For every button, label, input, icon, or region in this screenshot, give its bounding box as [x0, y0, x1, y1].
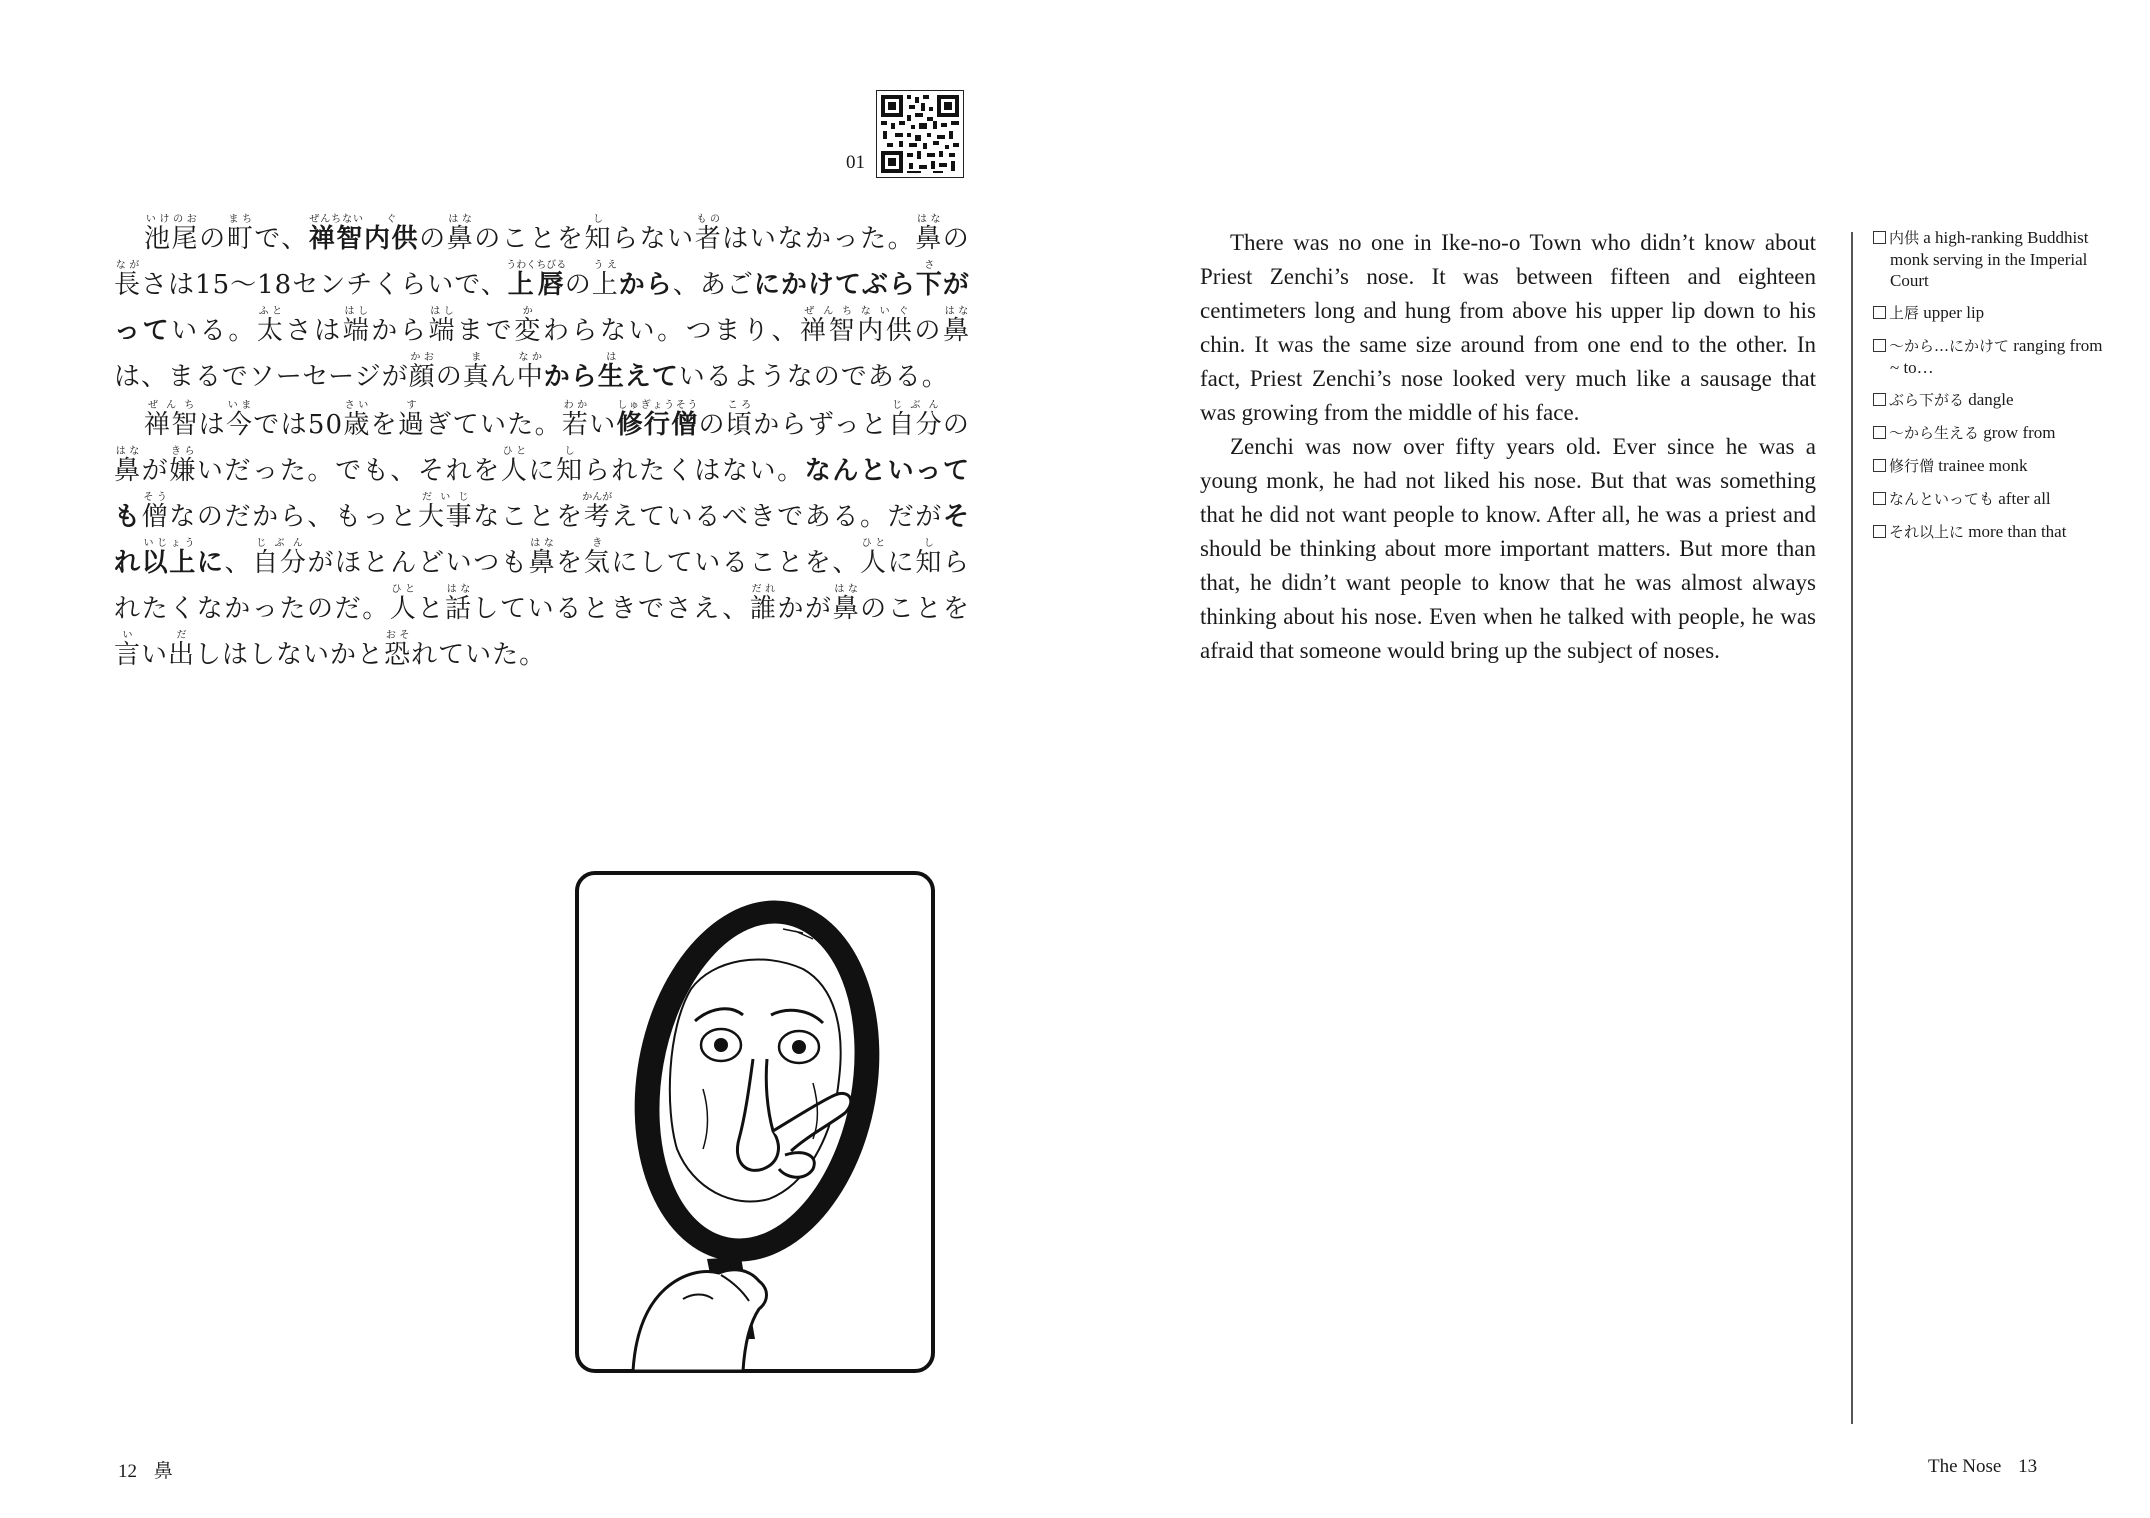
jp-text: のことを: [860, 594, 970, 624]
jp-ruby-word: 気き: [583, 538, 612, 578]
checkbox-icon: [1873, 492, 1886, 505]
jp-text: なのだから、もっと: [169, 502, 418, 532]
jp-ruby-word: 端はし: [342, 306, 372, 346]
glossary-definition: ranging from ~ to…: [1890, 336, 2103, 377]
english-paragraph-2: Zenchi was now over fifty years old. Ever since he was a young monk, he had not liked his nose. But that was something that he did not want people to know. After all, he was a priest and should be thinking about more important matters. But more than that, he didn’t want people to know that he was almost always thinking about his nose. Even when he talked with people, he was afraid that someone would bring up the subject of noses.: [1200, 434, 1816, 663]
jp-ruby-word: 長なが: [114, 260, 142, 300]
jp-text: がって: [114, 270, 970, 346]
jp-ruby-word: 人ひと: [500, 446, 529, 486]
jp-text: いるようなのである。: [678, 362, 949, 392]
jp-ruby-word: 鼻はな: [915, 214, 943, 254]
jp-text: では50: [253, 410, 344, 440]
jp-text: が: [141, 456, 170, 486]
jp-text: の: [914, 316, 943, 346]
glossary-term: 〜から…にかけて: [1889, 337, 2010, 355]
jp-text: えて: [624, 362, 679, 392]
jp-ruby-word: 上うえ: [591, 260, 619, 300]
jp-ruby-word: 嫌きら: [169, 446, 197, 486]
jp-text: まで: [457, 316, 515, 346]
glossary-definition: a high-ranking Buddhist monk serving in the Imperial Court: [1890, 228, 2089, 290]
glossary-item: [1873, 335, 2113, 378]
qr-code[interactable]: [876, 90, 964, 178]
jp-text: にかけてぶら: [753, 270, 916, 300]
jp-text: の: [564, 270, 592, 300]
jp-text: を: [370, 410, 398, 440]
glossary-term: それ以上に: [1889, 523, 1965, 541]
jp-text: の: [435, 362, 463, 392]
jp-ruby-word: 鼻はな: [942, 306, 970, 346]
jp-text: ぎていた。: [425, 410, 562, 440]
jp-text: の: [942, 410, 970, 440]
glossary-term: 内供: [1889, 229, 1920, 247]
jp-ruby-word: 人ひと: [389, 584, 418, 624]
jp-ruby-word: 下さ: [915, 260, 943, 300]
jp-ruby-word: 修行僧しゅぎょうそう: [616, 400, 699, 440]
glossary-definition: dangle: [1964, 390, 2014, 409]
english-paragraph-1: There was no one in Ike-no-o Town who didn’t know about Priest Zenchi’s nose. It was between fifteen and eighteen centimeters long and hung from above his upper lip down to his chin. It was the same size around from one end to the other. In fact, Priest Zenchi’s nose looked very much like a sausage that was growing from the middle of his face.: [1200, 230, 1816, 425]
jp-ruby-word: 鼻はな: [446, 214, 475, 254]
jp-text: らない: [612, 224, 695, 254]
jp-ruby-word: 禅智内供ぜんちないぐ: [800, 306, 915, 346]
jp-ruby-word: 生は: [597, 352, 625, 392]
jp-ruby-word: 僧そう: [141, 492, 170, 532]
footer-left: [118, 1456, 185, 1483]
jp-ruby-word: 若わか: [561, 400, 590, 440]
jp-ruby-word: 禅智ぜんち: [144, 400, 199, 440]
jp-ruby-word: 自分じぶん: [252, 538, 308, 578]
chapter-title-en: The Nose: [1928, 1456, 2002, 1477]
jp-ruby-word: 真ま: [462, 352, 490, 392]
jp-text: を: [556, 548, 584, 578]
jp-text: のことを: [474, 224, 585, 254]
jp-ruby-word: 上唇うわくちびる: [506, 260, 567, 300]
jp-ruby-word: 鼻はな: [528, 538, 557, 578]
jp-ruby-word: 知し: [556, 446, 584, 486]
jp-text: に: [887, 548, 916, 578]
jp-text: に: [528, 456, 557, 486]
glossary-definition: trainee monk: [1934, 456, 2028, 475]
jp-text: の: [419, 224, 447, 254]
glossary-term: 〜から生える: [1889, 424, 1980, 442]
glossary-item: [1873, 521, 2113, 543]
glossary-term: 修行僧: [1889, 457, 1935, 475]
footer-right: [1928, 1456, 2049, 1478]
jp-ruby-word: 恐おそ: [384, 630, 412, 670]
page-number-left: 12: [118, 1461, 137, 1482]
jp-text: から: [618, 270, 673, 300]
jp-ruby-word: 大事だいじ: [417, 492, 474, 532]
jp-text: なことを: [473, 502, 584, 532]
jp-ruby-word: 顔かお: [408, 352, 436, 392]
jp-ruby-word: 出だ: [168, 630, 196, 670]
jp-text: られたくはない。: [583, 456, 805, 486]
jp-ruby-word: 者もの: [694, 214, 723, 254]
jp-ruby-word: 歳さい: [343, 400, 371, 440]
jp-ruby-word: 池尾いけのお: [144, 214, 200, 254]
jp-text: の: [942, 224, 970, 254]
glossary-item: [1873, 227, 2113, 291]
glossary-definition: grow from: [1979, 423, 2056, 442]
jp-text: から: [371, 316, 429, 346]
jp-ruby-word: 禅智ぜんちない: [308, 214, 364, 254]
checkbox-icon: [1873, 426, 1886, 439]
glossary-definition: upper lip: [1919, 303, 1985, 322]
jp-text: さは: [285, 316, 343, 346]
jp-ruby-word: 町まち: [226, 214, 255, 254]
japanese-paragraph-2: [114, 400, 970, 678]
jp-text: られたくなかったのだ。: [114, 548, 970, 624]
jp-ruby-word: 頃ころ: [725, 400, 754, 440]
vertical-divider: [1851, 232, 1853, 1424]
jp-ruby-word: 内供ぐ: [363, 214, 420, 254]
jp-ruby-word: 以上いじょう: [141, 538, 197, 578]
japanese-text: [114, 214, 970, 678]
glossary-definition: more than that: [1964, 522, 2067, 541]
glossary-item: [1873, 455, 2113, 477]
checkbox-icon: [1873, 459, 1886, 472]
jp-ruby-word: 考かんが: [582, 492, 613, 532]
jp-text: それ: [114, 502, 970, 578]
jp-ruby-word: 過す: [398, 400, 426, 440]
chapter-title-jp: 鼻: [153, 1461, 173, 1482]
jp-ruby-word: 自分じぶん: [888, 400, 943, 440]
jp-text: がほとんどいつも: [307, 548, 529, 578]
jp-text: しているときでさえ、: [472, 594, 750, 624]
jp-ruby-word: 知し: [915, 538, 943, 578]
jp-text: からずっと: [753, 410, 889, 440]
jp-text: いだった。でも、それを: [196, 456, 501, 486]
checkbox-icon: [1873, 393, 1886, 406]
glossary-item: [1873, 488, 2113, 510]
jp-ruby-word: 人ひと: [860, 538, 888, 578]
jp-text: れていた。: [411, 640, 547, 670]
glossary: [1873, 227, 2113, 554]
jp-ruby-word: 鼻はな: [832, 584, 861, 624]
jp-text: から: [543, 362, 598, 392]
jp-text: かが: [777, 594, 833, 624]
jp-ruby-word: 端はし: [428, 306, 458, 346]
glossary-term: ぶら下がる: [1889, 391, 1965, 409]
jp-text: なんといっても: [114, 456, 970, 532]
jp-text: 、: [224, 548, 253, 578]
jp-text: えているべきである。だが: [610, 502, 943, 532]
checkbox-icon: [1873, 231, 1886, 244]
jp-text: いる。: [171, 316, 257, 346]
jp-text: で、: [254, 224, 309, 254]
jp-text: と: [417, 594, 445, 624]
glossary-item: [1873, 422, 2113, 444]
jp-text: しはしないかと: [195, 640, 385, 670]
jp-text: は、まるでソーセージが: [114, 362, 409, 392]
glossary-item: [1873, 302, 2113, 324]
mirror-illustration: [573, 869, 937, 1375]
checkbox-icon: [1873, 525, 1886, 538]
jp-text: い: [589, 410, 617, 440]
checkbox-icon: [1873, 339, 1886, 352]
jp-text: はいなかった。: [722, 224, 916, 254]
jp-text: い: [141, 640, 169, 670]
jp-ruby-word: 中なか: [516, 352, 544, 392]
jp-ruby-word: 鼻はな: [114, 446, 142, 486]
glossary-item: [1873, 389, 2113, 411]
english-text: [1200, 226, 1816, 668]
glossary-term: 上唇: [1889, 304, 1920, 322]
jp-text: さは15〜18センチくらいで、: [141, 270, 508, 300]
jp-text: わらない。つまり、: [542, 316, 801, 346]
jp-ruby-word: 誰だれ: [749, 584, 778, 624]
jp-text: に: [196, 548, 225, 578]
jp-ruby-word: 今いま: [225, 400, 254, 440]
jp-text: 、あご: [672, 270, 754, 300]
glossary-term: なんといっても: [1889, 490, 1995, 508]
glossary-definition: after all: [1994, 489, 2051, 508]
japanese-paragraph-1: [114, 214, 970, 400]
checkbox-icon: [1873, 306, 1886, 319]
jp-text: の: [199, 224, 227, 254]
jp-text: の: [698, 410, 726, 440]
page-number-right: 13: [2018, 1456, 2038, 1477]
jp-text: ん: [489, 362, 517, 392]
jp-ruby-word: 言い: [114, 630, 142, 670]
jp-ruby-word: 変か: [514, 306, 543, 346]
jp-text: は: [198, 410, 226, 440]
jp-ruby-word: 知し: [584, 214, 613, 254]
jp-ruby-word: 話はな: [444, 584, 473, 624]
audio-track-number: 01: [846, 152, 865, 173]
jp-ruby-word: 太ふと: [256, 306, 286, 346]
jp-text: にしていることを、: [611, 548, 861, 578]
